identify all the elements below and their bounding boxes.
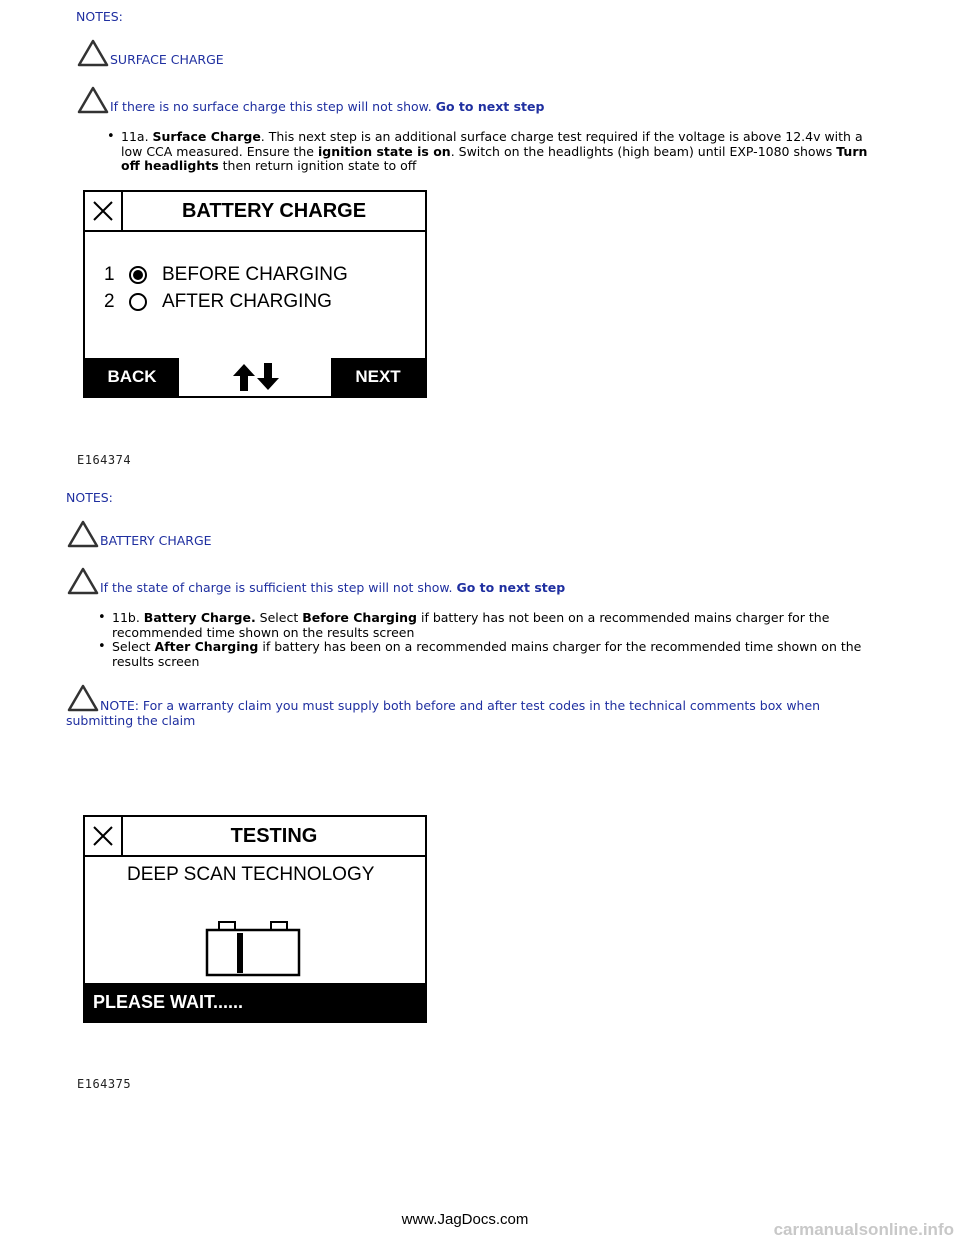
note-skip-battery	[66, 566, 565, 596]
screen-title: BATTERY CHARGE	[181, 200, 367, 222]
deep-scan-text: DEEP SCAN TECHNOLOGY	[127, 864, 375, 885]
note-warranty	[66, 683, 856, 728]
battery-icon	[205, 921, 301, 977]
figure-caption: E164375	[77, 1077, 132, 1091]
close-icon	[85, 192, 123, 230]
note-text	[100, 580, 565, 596]
note-text: BATTERY CHARGE	[100, 533, 212, 548]
note-skip-surface	[76, 85, 544, 115]
warranty-note-text: NOTE: For a warranty claim you must supply both before and after test codes in the technical comments box when submitting the claim	[66, 698, 821, 728]
screen-title: TESTING	[230, 825, 318, 847]
note-text: SURFACE CHARGE	[110, 52, 224, 67]
notes-label: NOTES:	[66, 490, 113, 505]
warning-icon	[66, 519, 100, 549]
note-surface-charge	[76, 38, 224, 68]
warning-icon	[76, 38, 110, 68]
figure-caption: E164374	[77, 453, 132, 467]
watermark: carmanualsonline.info	[773, 1220, 954, 1239]
go-to-next-step-link[interactable]: Go to next step	[435, 99, 545, 114]
step-11b-list	[98, 611, 878, 669]
radio-after-charging	[129, 293, 147, 311]
option-number: 2	[104, 291, 115, 312]
option-number: 1	[104, 264, 115, 285]
close-icon	[85, 817, 123, 855]
step-11b: • 11b. Battery Charge. Select Before Charging if battery has not been on a recommended mains charger for the recommended time shown on the results screen	[98, 611, 878, 640]
notes-label: NOTES:	[76, 9, 123, 24]
screen-header	[85, 192, 425, 232]
skip-text: If the state of charge is sufficient this step will not show.	[100, 580, 457, 595]
please-wait-bar: PLEASE WAIT......	[85, 983, 425, 1021]
warning-icon	[66, 683, 100, 713]
note-battery-charge	[66, 519, 212, 549]
option-after-charging: AFTER CHARGING	[162, 291, 332, 312]
step-11a-list	[107, 130, 887, 174]
testing-screen	[83, 815, 427, 1023]
screen-header	[85, 817, 425, 857]
radio-before-charging-selected	[129, 266, 147, 284]
warning-icon	[66, 566, 100, 596]
next-button: NEXT	[331, 358, 425, 396]
go-to-next-step-link[interactable]: Go to next step	[456, 580, 566, 595]
back-button: BACK	[85, 358, 179, 396]
up-down-arrows-icon	[231, 362, 281, 392]
step-11a: • 11a. Surface Charge. This next step is an additional surface charge test required if the voltage is above 12.4v with a low CCA measured. Ensure the ignition state is on. Switch on the headlights (high beam) until EXP-1080 shows Turn off headlights then return ignition state to off	[107, 130, 887, 174]
footer-link[interactable]: www.JagDocs.com	[401, 1211, 529, 1228]
note-text	[110, 99, 544, 115]
skip-text: If there is no surface charge this step will not show.	[110, 99, 436, 114]
battery-charge-screen	[83, 190, 427, 398]
warning-icon	[76, 85, 110, 115]
option-before-charging: BEFORE CHARGING	[162, 264, 348, 285]
step-11b-after: • Select After Charging if battery has been on a recommended mains charger for the recommended time shown on the results screen	[98, 640, 878, 669]
